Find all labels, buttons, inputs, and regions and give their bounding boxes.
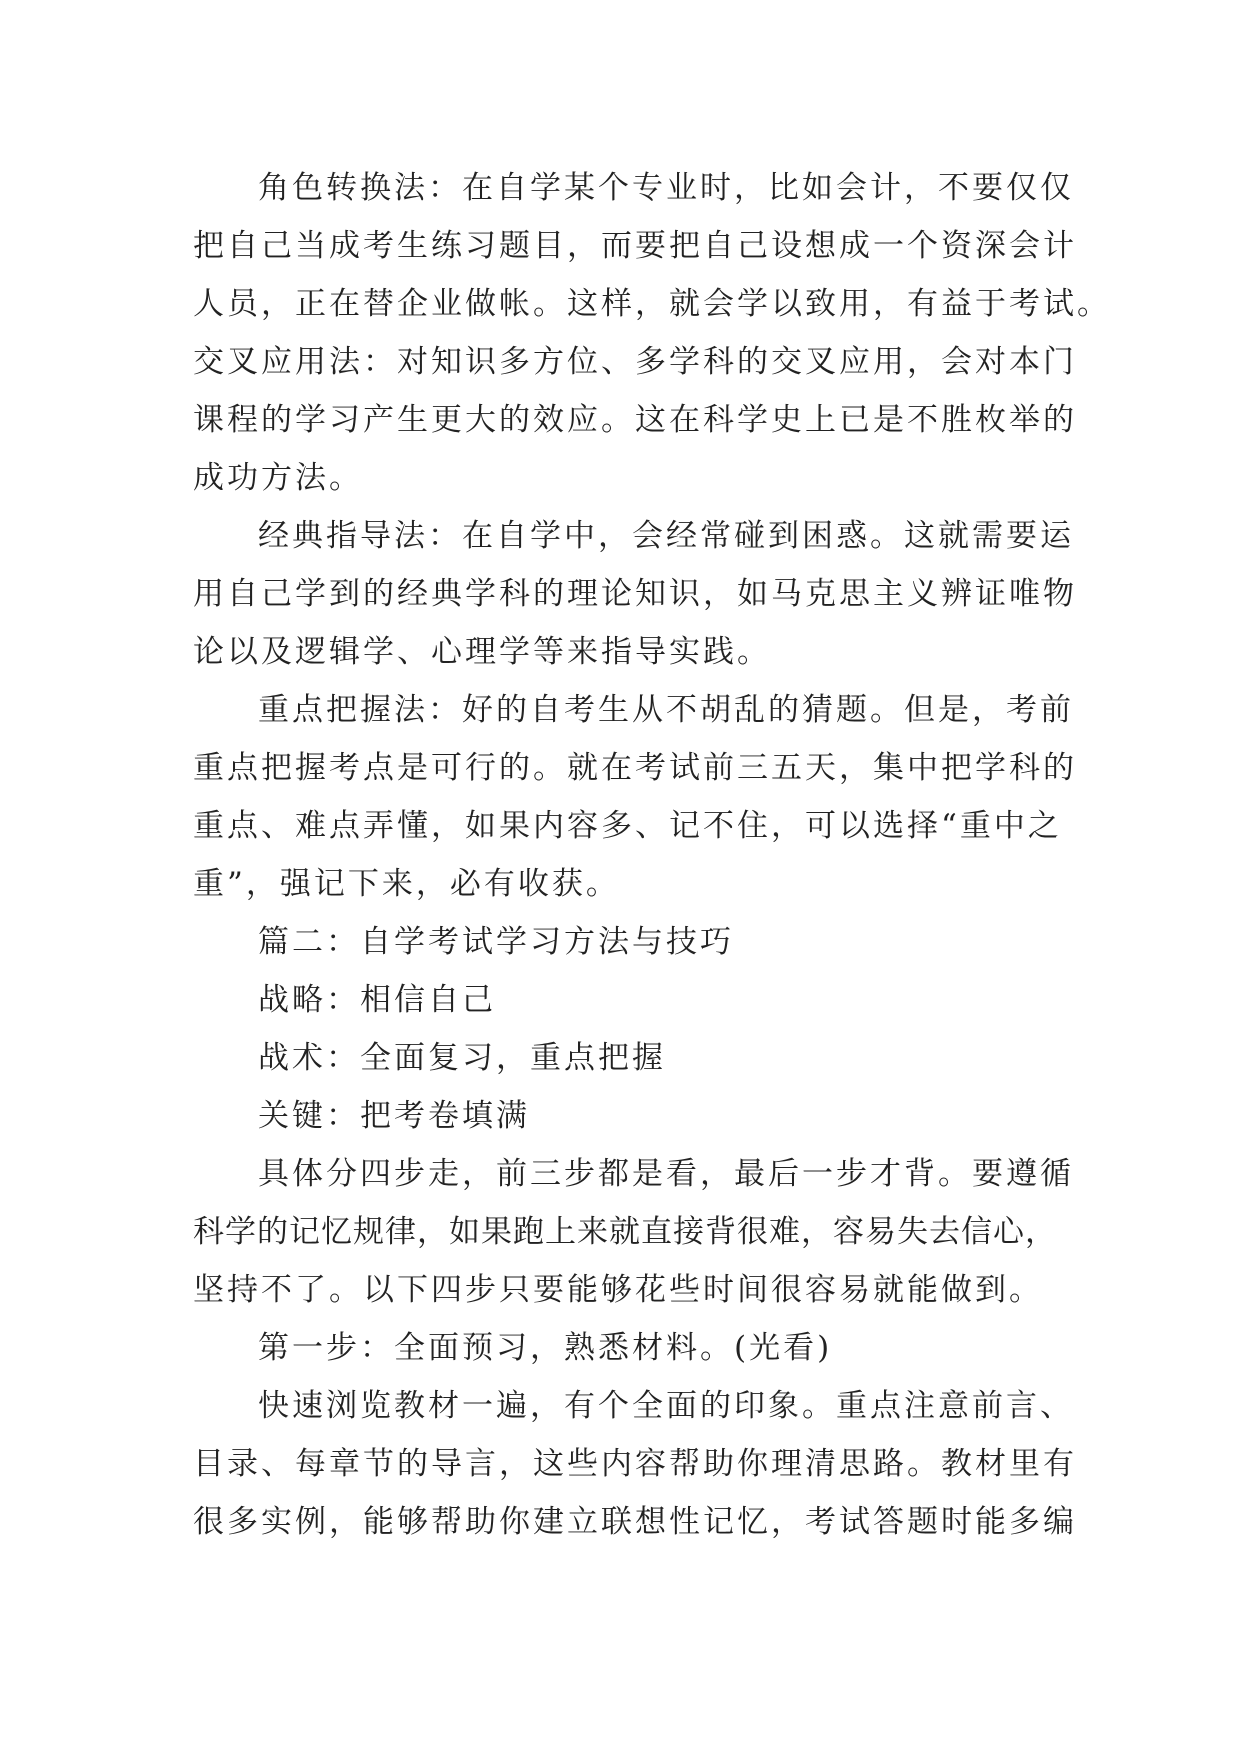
text-line: 很多实例，能够帮助你建立联想性记忆，考试答题时能多编 [193, 1504, 1077, 1540]
text-line: 把自己当成考生练习题目，而要把自己设想成一个资深会计 [193, 228, 1077, 264]
text-line: 科学的记忆规律，如果跑上来就直接背很难，容易失去信心， [193, 1214, 1057, 1250]
text-line: 具体分四步走，前三步都是看，最后一步才背。要遵循 [258, 1156, 1074, 1192]
text-line: 重点把握法：好的自考生从不胡乱的猜题。但是，考前 [258, 692, 1074, 728]
text-line: 关键：把考卷填满 [258, 1098, 530, 1134]
text-line: 人员，正在替企业做帐。这样，就会学以致用，有益于考试。 [193, 286, 1111, 322]
text-line: 经典指导法：在自学中，会经常碰到困惑。这就需要运 [258, 518, 1074, 554]
text-line: 成功方法。 [193, 460, 363, 496]
text-line: 重”，强记下来，必有收获。 [193, 866, 620, 902]
text-line: 快速浏览教材一遍，有个全面的印象。重点注意前言、 [258, 1388, 1074, 1424]
text-line: 角色转换法：在自学某个专业时，比如会计，不要仅仅 [258, 170, 1074, 206]
text-line: 目录、每章节的导言，这些内容帮助你理清思路。教材里有 [193, 1446, 1077, 1482]
text-line: 课程的学习产生更大的效应。这在科学史上已是不胜枚举的 [193, 402, 1077, 438]
section-heading: 篇二：自学考试学习方法与技巧 [258, 924, 734, 960]
text-line: 论以及逻辑学、心理学等来指导实践。 [193, 634, 771, 670]
text-line: 坚持不了。以下四步只要能够花些时间很容易就能做到。 [193, 1272, 1043, 1308]
text-line: 战略：相信自己 [258, 982, 496, 1018]
text-line: 重点把握考点是可行的。就在考试前三五天，集中把学科的 [193, 750, 1077, 786]
text-line: 第一步：全面预习，熟悉材料。(光看) [258, 1330, 833, 1366]
text-line: 战术：全面复习，重点把握 [258, 1040, 666, 1076]
text-line: 交叉应用法：对知识多方位、多学科的交叉应用，会对本门 [193, 344, 1077, 380]
text-line: 用自己学到的经典学科的理论知识，如马克思主义辨证唯物 [193, 576, 1077, 612]
text-line: 重点、难点弄懂，如果内容多、记不住，可以选择“重中之 [193, 808, 1062, 844]
